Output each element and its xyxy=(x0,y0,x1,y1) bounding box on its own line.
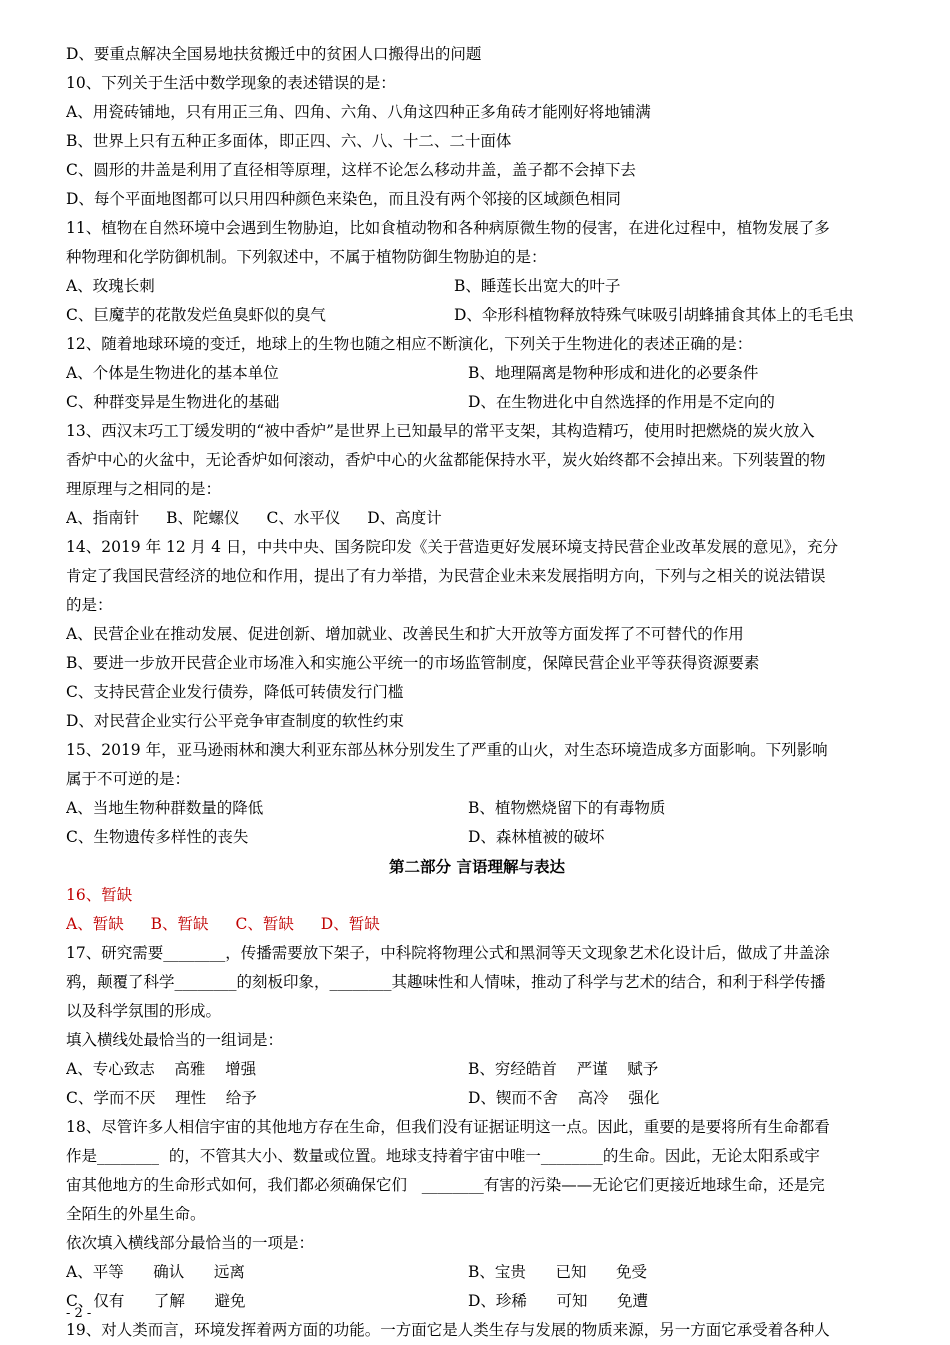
q18-option-c: C、仅有 了解 避免 xyxy=(66,1292,246,1310)
q13-option-d: D、高度计 xyxy=(367,509,442,527)
q18-stem-line-1: 18、尽管许多人相信宇宙的其他地方存在生命，但我们没有证据证明这一点。因此，重要的是要将所有生命都看 xyxy=(66,1118,830,1136)
q16-option-b: B、暂缺 xyxy=(150,915,209,933)
q11-option-d: D、伞形科植物释放特殊气味吸引胡蜂捕食其体上的毛毛虫 xyxy=(454,306,854,324)
q12-stem: 12、随着地球环境的变迁，地球上的生物也随之相应不断演化，下列关于生物进化的表述正确的是： xyxy=(66,335,753,353)
q14-stem-line-1: 14、2019 年 12 月 4 日，中共中央、国务院印发《关于营造更好发展环境支持民营企业改革发展的意见》，充分 xyxy=(66,538,839,556)
q18-options-row-2 xyxy=(66,1287,888,1316)
q15-stem-line-1: 15、2019 年，亚马逊雨林和澳大利亚东部丛林分别发生了严重的山火，对生态环境造成多方面影响。下列影响 xyxy=(66,741,828,759)
q17-option-c: C、学而不厌 理性 给予 xyxy=(66,1089,257,1107)
q11-options-row-1 xyxy=(66,272,888,301)
q14-option-a: A、民营企业在推动发展、促进创新、增加就业、改善民生和扩大开放等方面发挥了不可替代的作用 xyxy=(66,625,744,643)
q13-stem-line-3: 理原理与之相同的是： xyxy=(66,480,222,498)
q14-option-b: B、要进一步放开民营企业市场准入和实施公平统一的市场监管制度，保障民营企业平等获得资源要素 xyxy=(66,654,760,672)
q11-stem-line-1: 11、植物在自然环境中会遇到生物胁迫，比如食植动物和各种病原微生物的侵害，在进化过程中，植物发展了多 xyxy=(66,219,830,237)
page-number: - 2 - xyxy=(66,1306,92,1321)
section-heading: 第二部分 言语理解与表达 xyxy=(389,857,565,876)
q15-option-a: A、当地生物种群数量的降低 xyxy=(66,799,264,817)
q12-option-d: D、在生物进化中自然选择的作用是不定向的 xyxy=(468,393,775,411)
q17-options-row-2 xyxy=(66,1084,888,1113)
q16-option-c: C、暂缺 xyxy=(235,915,294,933)
q15-options-row-1 xyxy=(66,794,888,823)
q18-stem-line-4: 全陌生的外星生命。 xyxy=(66,1205,206,1223)
q13-option-c: C、水平仪 xyxy=(266,509,341,527)
q11-option-b: B、睡莲长出宽大的叶子 xyxy=(454,277,621,295)
q18-option-d: D、珍稀 可知 免遭 xyxy=(468,1292,649,1310)
q17-stem-line-2: 鸦，颠覆了科学________的刻板印象，________其趣味性和人情味，推动了科学与艺术的结合，和利于科学传播 xyxy=(66,973,826,991)
q14-option-c: C、支持民营企业发行债券，降低可转债发行门槛 xyxy=(66,683,404,701)
document-page xyxy=(66,40,888,1345)
q18-option-b: B、宝贵 已知 免受 xyxy=(468,1263,648,1281)
q13-options-row xyxy=(66,504,888,533)
q17-stem-line-3: 以及科学氛围的形成。 xyxy=(66,1002,222,1020)
q10-option-a: A、用瓷砖铺地，只有用正三角、四角、六角、八角这四种正多角砖才能刚好将地铺满 xyxy=(66,103,651,121)
q17-option-a: A、专心致志 高雅 增强 xyxy=(66,1060,257,1078)
q11-stem-line-2: 种物理和化学防御机制。下列叙述中，不属于植物防御生物胁迫的是： xyxy=(66,248,547,266)
q18-option-a: A、平等 确认 远离 xyxy=(66,1263,245,1281)
q15-stem-line-2: 属于不可逆的是： xyxy=(66,770,191,788)
q15-options-row-2 xyxy=(66,823,888,852)
q12-options-row-2 xyxy=(66,388,888,417)
q18-prompt: 依次填入横线部分最恰当的一项是： xyxy=(66,1234,315,1252)
q16-option-a: A、暂缺 xyxy=(66,915,124,933)
q12-options-row-1 xyxy=(66,359,888,388)
q17-option-d: D、锲而不舍 高冷 强化 xyxy=(468,1089,660,1107)
q13-stem-line-1: 13、西汉末巧工丁缓发明的“被中香炉”是世界上已知最早的常平支架，其构造精巧，使用时把燃烧的炭火放入 xyxy=(66,422,815,440)
q10-option-b: B、世界上只有五种正多面体，即正四、六、八、十二、二十面体 xyxy=(66,132,512,150)
q15-option-c: C、生物遗传多样性的丧失 xyxy=(66,828,249,846)
q16-options-row xyxy=(66,910,888,939)
q10-option-d: D、每个平面地图都可以只用四种颜色来染色，而且没有两个邻接的区域颜色相同 xyxy=(66,190,621,208)
q16-stem: 16、暂缺 xyxy=(66,886,133,904)
q12-option-b: B、地理隔离是物种形成和进化的必要条件 xyxy=(468,364,759,382)
q11-options-row-2 xyxy=(66,301,888,330)
q19-stem-line-1: 19、对人类而言，环境发挥着两方面的功能。一方面它是人类生存与发展的物质来源，另一方面它承受着各种人 xyxy=(66,1321,830,1339)
q17-stem-line-1: 17、研究需要________，传播需要放下架子，中科院将物理公式和黑洞等天文现象艺术化设计后，做成了井盖涂 xyxy=(66,944,830,962)
q17-options-row-1 xyxy=(66,1055,888,1084)
q17-prompt: 填入横线处最恰当的一组词是： xyxy=(66,1031,284,1049)
q17-option-b: B、穷经皓首 严谨 赋予 xyxy=(468,1060,659,1078)
q13-stem-line-2: 香炉中心的火盆中，无论香炉如何滚动，香炉中心的火盆都能保持水平，炭火始终都不会掉出来。下列装置的物 xyxy=(66,451,826,469)
q13-option-a: A、指南针 xyxy=(66,509,140,527)
q16-option-d: D、暂缺 xyxy=(320,915,380,933)
q12-option-a: A、个体是生物进化的基本单位 xyxy=(66,364,279,382)
q14-option-d: D、对民营企业实行公平竞争审查制度的软性约束 xyxy=(66,712,404,730)
q11-option-a: A、玫瑰长刺 xyxy=(66,277,155,295)
q14-stem-line-2: 肯定了我国民营经济的地位和作用，提出了有力举措，为民营企业未来发展指明方向，下列与之相关的说法错误 xyxy=(66,567,826,585)
q18-stem-line-2: 作是________ 的，不管其大小、数量或位置。地球支持着宇宙中唯一________的生命。因此，无论太阳系或宇 xyxy=(66,1147,820,1165)
q10-stem: 10、下列关于生活中数学现象的表述错误的是： xyxy=(66,74,396,92)
q13-option-b: B、陀螺仪 xyxy=(166,509,240,527)
q9-option-d: D、要重点解决全国易地扶贫搬迁中的贫困人口搬得出的问题 xyxy=(66,45,482,63)
q14-stem-line-3: 的是： xyxy=(66,596,113,614)
q12-option-c: C、种群变异是生物进化的基础 xyxy=(66,393,280,411)
q11-option-c: C、巨魔芋的花散发烂鱼臭虾似的臭气 xyxy=(66,306,326,324)
q15-option-b: B、植物燃烧留下的有毒物质 xyxy=(468,799,666,817)
q15-option-d: D、森林植被的破坏 xyxy=(468,828,605,846)
q18-options-row-1 xyxy=(66,1258,888,1287)
q10-option-c: C、圆形的井盖是利用了直径相等原理，这样不论怎么移动井盖，盖子都不会掉下去 xyxy=(66,161,636,179)
q18-stem-line-3: 宙其他地方的生命形式如何，我们都必须确保它们 ________有害的污染——无论它们更接近地球生命，还是完 xyxy=(66,1176,825,1194)
